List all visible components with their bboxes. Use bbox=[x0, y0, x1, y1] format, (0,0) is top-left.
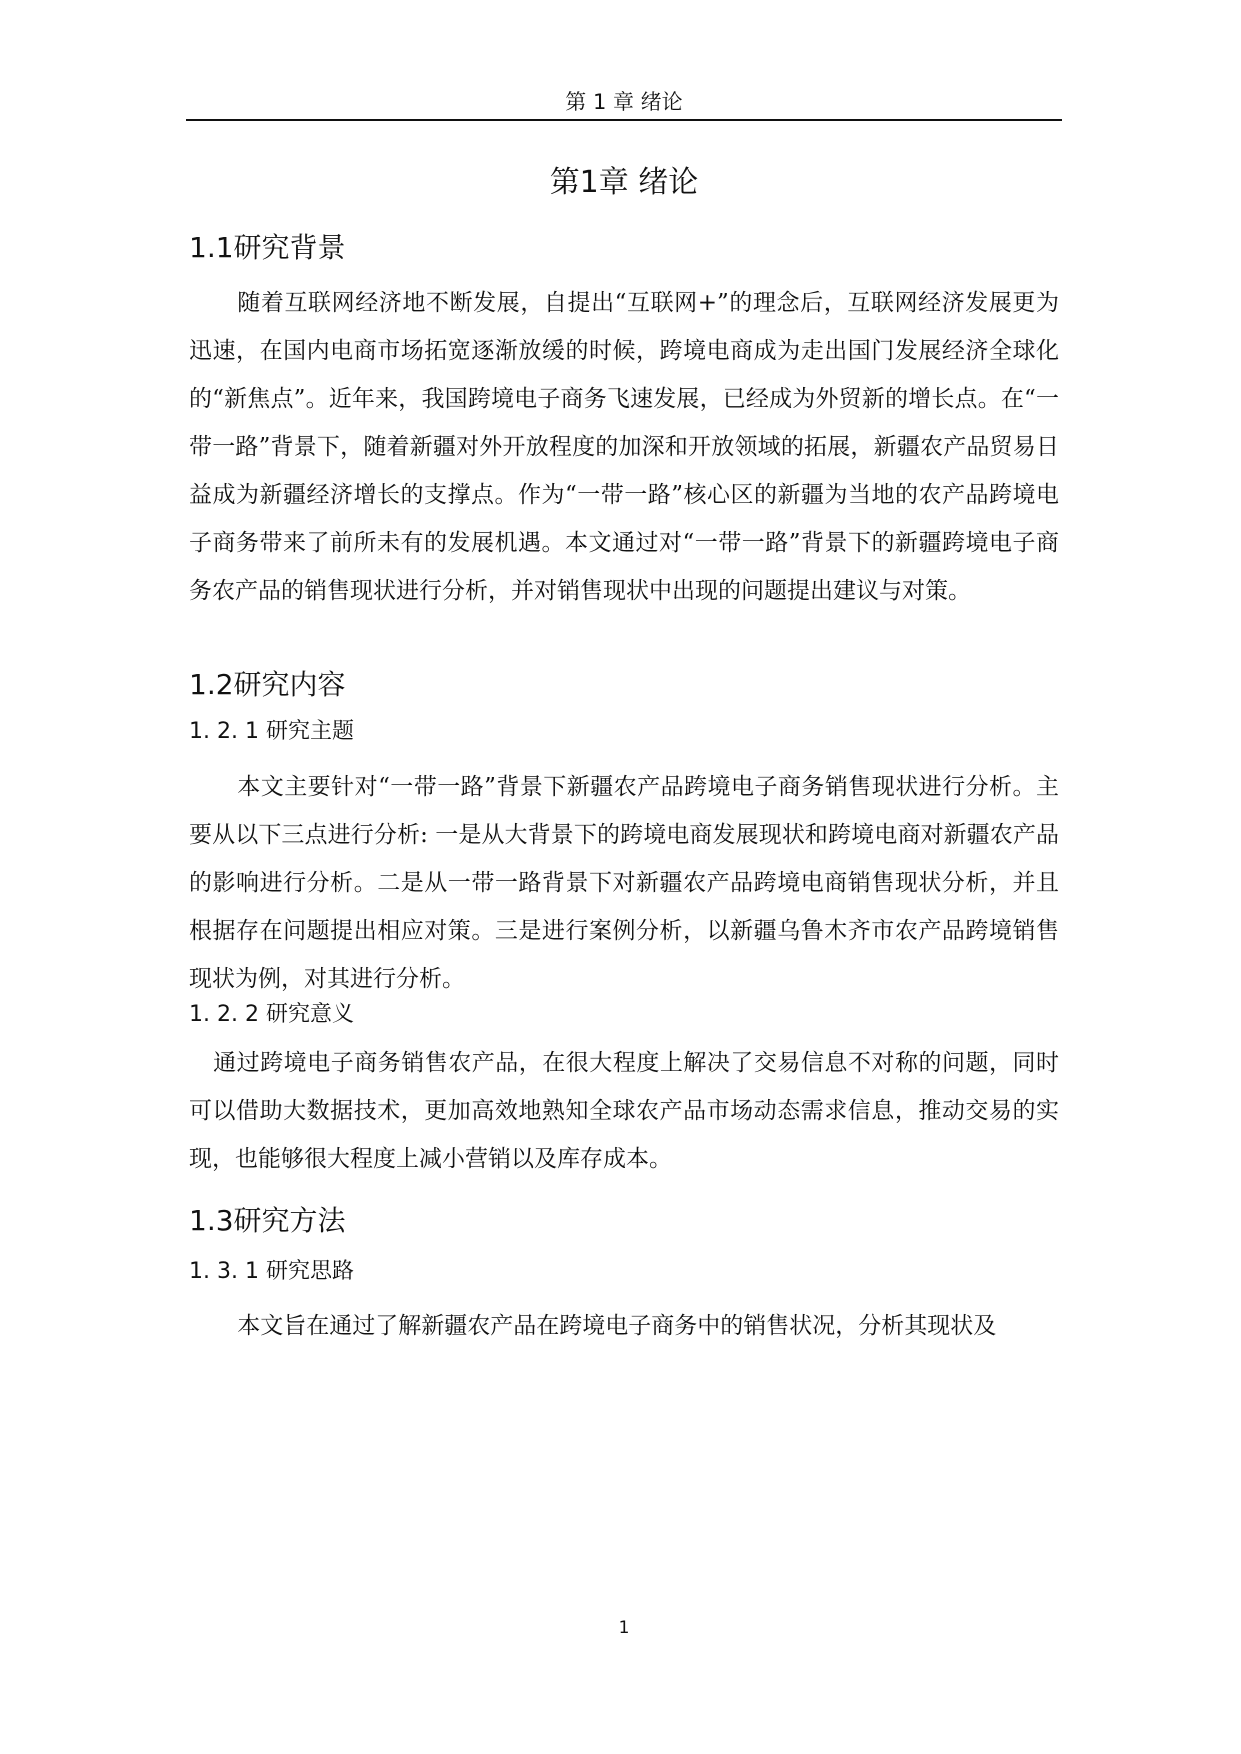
section-heading-1-1: 1.1研究背景 bbox=[189, 231, 346, 264]
subsection-1-3-1-paragraph: 本文旨在通过了解新疆农产品在跨境电子商务中的销售状况，分析其现状及 bbox=[237, 1313, 997, 1339]
subsection-heading-1-2-1: 1. 2. 1 研究主题 bbox=[189, 719, 354, 744]
section-heading-1-3: 1.3研究方法 bbox=[189, 1204, 346, 1237]
running-header: 第 1 章 绪论 bbox=[565, 90, 683, 114]
subsection-1-2-2-paragraph: 通过跨境电子商务销售农产品，在很大程度上解决了交易信息不对称的问题，同时可以借助大数据技术，更加高效地熟知全球农产品市场动态需求信息，推动交易的实现，也能够很大程度上减小营销以及库存成本。 bbox=[189, 1050, 1059, 1172]
page-number: 1 bbox=[618, 1618, 630, 1638]
chapter-title: 第1章 绪论 bbox=[549, 165, 699, 200]
subsection-1-2-1-paragraph: 本文主要针对“一带一路”背景下新疆农产品跨境电子商务销售现状进行分析。主要从以下三点进行分析: 一是从大背景下的跨境电商发展现状和跨境电商对新疆农产品的影响进行分析。二是从一带一路背景下对新疆农产品跨境电商销售现状分析，并且根据存在问题提出相应对策。三是进行案例分析，以新疆乌鲁木齐市农产品跨境销售现状为例，对其进行分析。 bbox=[189, 774, 1059, 992]
subsection-heading-1-2-2: 1. 2. 2 研究意义 bbox=[189, 1002, 354, 1027]
header-rule bbox=[186, 119, 1062, 121]
subsection-heading-1-3-1: 1. 3. 1 研究思路 bbox=[189, 1259, 354, 1284]
section-1-1-paragraph: 随着互联网经济地不断发展，自提出“互联网+”的理念后，互联网经济发展更为迅速，在国内电商市场拓宽逐渐放缓的时候，跨境电商成为走出国门发展经济全球化的“新焦点”。近年来，我国跨境电子商务飞速发展，已经成为外贸新的增长点。在“一带一路”背景下，随着新疆对外开放程度的加深和开放领域的拓展，新疆农产品贸易日益成为新疆经济增长的支撑点。作为“一带一路”核心区的新疆为当地的农产品跨境电子商务带来了前所未有的发展机遇。本文通过对“一带一路”背景下的新疆跨境电子商务农产品的销售现状进行分析，并对销售现状中出现的问题提出建议与对策。 bbox=[189, 290, 1059, 604]
section-heading-1-2: 1.2研究内容 bbox=[189, 668, 346, 701]
